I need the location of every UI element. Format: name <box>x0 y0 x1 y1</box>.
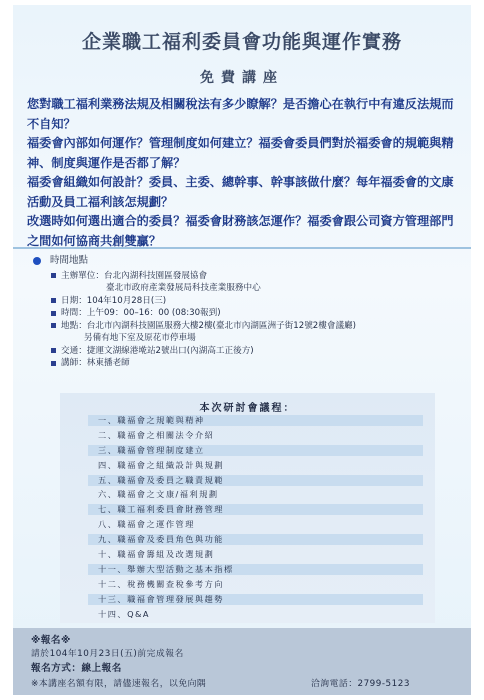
venue-text-2: 另備有地下室及原花市停車場 <box>84 333 196 343</box>
square-bullet-icon <box>51 273 56 278</box>
transport-text: 交通：捷運文湖線港墘站2號出口(內湖高工正後方) <box>61 345 254 356</box>
info-heading-label: 時間地點 <box>50 255 89 266</box>
agenda-item: 一、職福會之規範與精神 <box>88 415 423 426</box>
agenda-item: 七、職工福利委員會財務管理 <box>88 504 423 515</box>
agenda-item: 十三、職福會管理發展與趨勢 <box>88 594 423 605</box>
square-bullet-icon <box>51 361 56 366</box>
agenda-item: 六、職福會之文康/福利規劃 <box>98 489 219 500</box>
square-bullet-icon <box>51 298 56 303</box>
question-4: 改選時如何選出適合的委員？福委會財務該怎運作？福委會跟公司資方管理部門之間如何協商共創雙贏？ <box>27 214 454 248</box>
organizer-text: 主辦單位：台北內湖科技園區發展協會 <box>61 270 208 281</box>
info-row-date <box>51 295 463 308</box>
agenda-title: 本次研討會議程： <box>199 403 296 414</box>
divider <box>13 247 471 249</box>
square-bullet-icon <box>51 311 56 316</box>
registration-deadline: 請於104年10月23日(五)前完成報名 <box>31 649 184 659</box>
registration-method: 報名方式：線上報名 <box>31 663 122 674</box>
info-heading <box>33 255 463 268</box>
agenda-item: 三、職福會管理制度建立 <box>88 445 423 456</box>
square-bullet-icon <box>51 323 56 328</box>
page-subtitle: 免費講座 <box>200 70 284 86</box>
page-title: 企業職工福利委員會功能與運作實務 <box>81 31 402 53</box>
info-row-transport <box>51 345 463 358</box>
question-1: 您對職工福利業務法規及相關稅法有多少瞭解？是否擔心在執行中有違反法規而不自知？ <box>27 97 454 131</box>
venue-text: 地點：台北市內湖科技園區服務大樓2樓(臺北市內湖區洲子街12號2樓會議廳) <box>61 320 356 331</box>
question-3: 福委會組織如何設計？委員、主委、總幹事、幹事該做什麼？每年福委會的文康活動及員工福利該怎規劃？ <box>27 175 454 209</box>
agenda-panel <box>60 393 435 623</box>
registration-footer <box>13 628 471 695</box>
lecturer-text: 講師：林東播老師 <box>61 358 130 368</box>
info-row-organizer <box>51 270 463 283</box>
info-row-venue <box>51 320 463 333</box>
agenda-item: 十、職福會籌組及改選規劃 <box>98 549 215 560</box>
square-bullet-icon <box>51 348 56 353</box>
agenda-item: 五、職福會及委員之職責規範 <box>88 475 423 486</box>
registration-note: ※本講座名額有限，請儘速報名，以免向隅 <box>31 679 207 689</box>
agenda-item: 十四、Q&A <box>98 608 150 619</box>
agenda-item: 九、職福會及委員角色與功能 <box>88 534 423 545</box>
organizer-text-2: 臺北市政府產業發展局科技產業服務中心 <box>106 283 261 293</box>
contact-phone: 洽詢電話：2799-5123 <box>311 679 410 689</box>
info-row-lecturer <box>51 357 463 370</box>
time-text: 時間：上午09：00–16：00 (08:30報到) <box>61 308 221 318</box>
poster <box>13 5 471 695</box>
agenda-item: 二、職福會之相關法令介紹 <box>98 429 215 440</box>
registration-heading: ※報名※ <box>31 635 71 646</box>
agenda-item: 十二、稅務機關查稅參考方向 <box>98 578 224 589</box>
info-section <box>33 255 463 370</box>
questions-block <box>27 95 459 251</box>
question-2: 福委會內部如何運作？管理制度如何建立？福委會委員們對於福委會的規範與精神、制度與運作是否都了解？ <box>27 136 454 170</box>
bullet-dot-icon <box>33 257 41 265</box>
agenda-item: 十一、舉辦大型活動之基本指標 <box>88 564 423 575</box>
agenda-item: 八、職福會之運作管理 <box>98 519 195 530</box>
agenda-item: 四、職福會之組織設計與規劃 <box>98 459 224 470</box>
info-row-time <box>51 307 463 320</box>
date-text: 日期：104年10月28日(三) <box>61 295 167 306</box>
agenda-list <box>88 415 423 623</box>
